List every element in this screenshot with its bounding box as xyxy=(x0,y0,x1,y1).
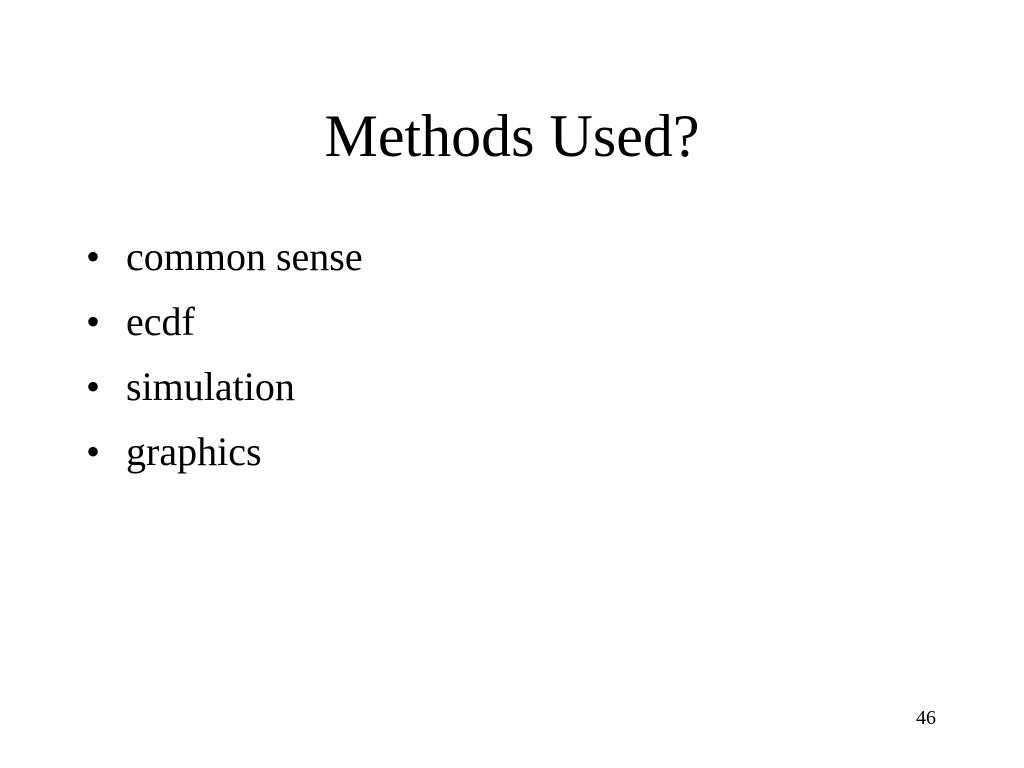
bullet-icon: • xyxy=(86,299,101,344)
bullet-icon: • xyxy=(86,364,101,409)
list-item xyxy=(86,293,363,358)
list-item xyxy=(86,228,363,293)
bullet-icon: • xyxy=(86,429,101,474)
list-item xyxy=(86,358,363,423)
slide-title: Methods Used? xyxy=(324,103,700,169)
bullet-list xyxy=(86,228,363,488)
bullet-icon: • xyxy=(86,234,101,279)
list-item-text: ecdf xyxy=(126,299,195,344)
list-item-text: graphics xyxy=(126,429,262,474)
list-item xyxy=(86,423,363,488)
list-item-text: simulation xyxy=(126,364,295,409)
list-item-text: common sense xyxy=(126,234,363,279)
slide-number: 46 xyxy=(916,707,936,729)
